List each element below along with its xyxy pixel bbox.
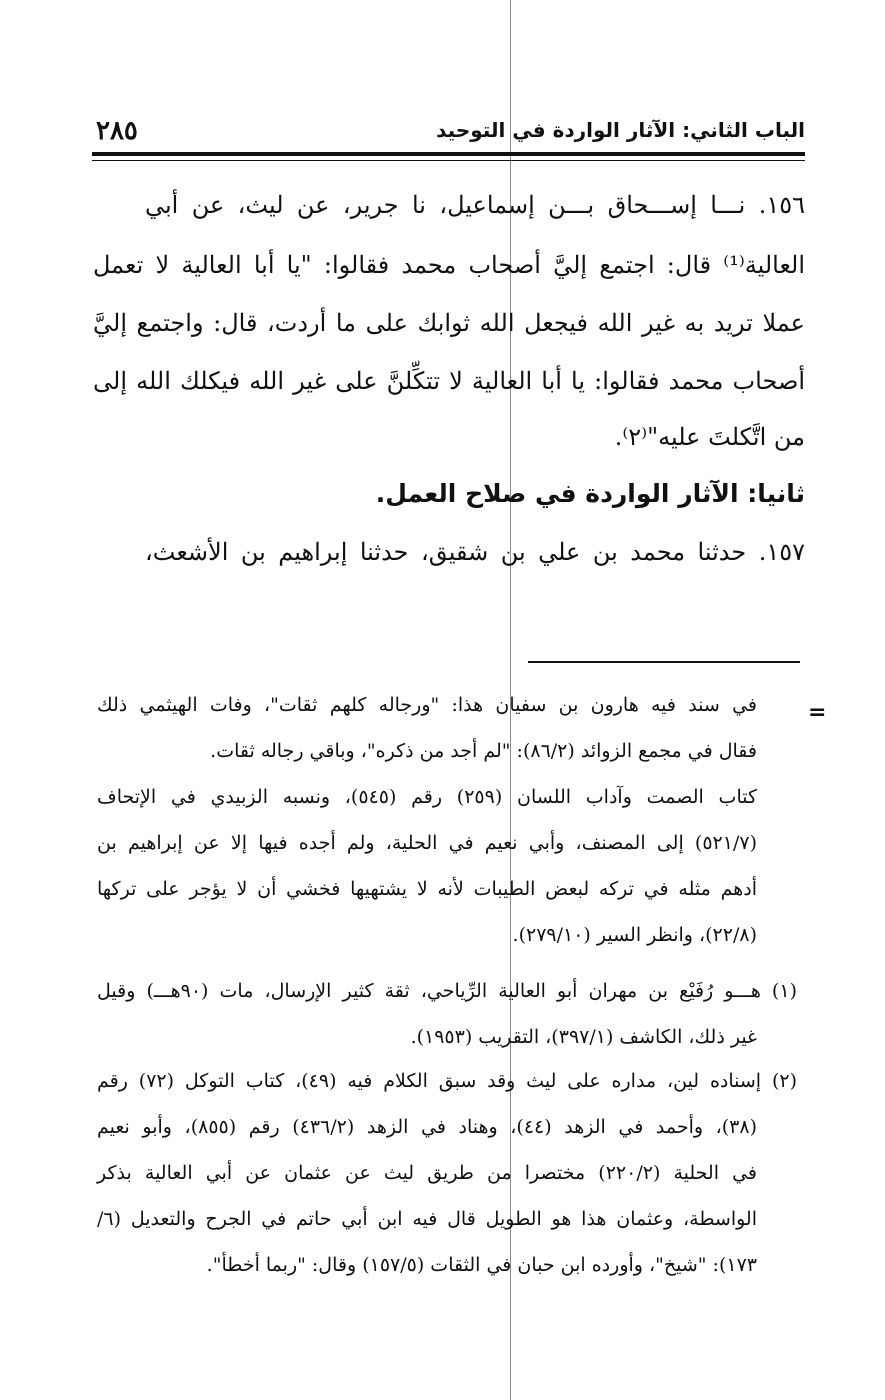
footnote-continuation-marker: = [808, 700, 827, 725]
footnote-cont-line-5: أدهم مثله في تركه لبعض الطيبات لأنه لا يشتهيها فخشي أن لا يؤجر على تركها [97, 878, 757, 900]
header-rule-thin [92, 160, 805, 161]
narration-156-line-3: عملا تريد به غير الله فيجعل الله ثوابك على ما أردت، قال: واجتمع إليَّ [93, 309, 805, 337]
footnote-cont-line-6: (٢٢/٨)، وانظر السير (٢٧٩/١٠). [512, 924, 757, 946]
footnote-cont-line-4: (٥٢١/٧) إلى المصنف، وأبي نعيم في الحلية، ولم أجده فيها إلا عن إبراهيم بن [97, 832, 757, 854]
running-title: الباب الثاني: الآثار الواردة في التوحيد [436, 118, 805, 142]
footnote-1-line-1: (١) هـــو رُفَيْع بن مهران أبو العالية الرِّياحي، ثقة كثير الإرسال، مات (٩٠هـــ) وقيل [97, 980, 797, 1002]
narration-157-line-1: ١٥٧. حدثنا محمد بن علي بن شقيق، حدثنا إبراهيم بن الأشعث، [145, 538, 805, 566]
footnote-separator [528, 661, 800, 663]
narration-156-line-1: ١٥٦. نـــا إســـحاق بـــن إسماعيل، نا جرير، عن ليث، عن أبي [145, 191, 805, 219]
header-rule [92, 152, 805, 156]
footnote-2-line-5: ١٧٣): "شيخ"، وأورده ابن حبان في الثقات (١٥٧/٥) وقال: "ربما أخطأ". [206, 1254, 757, 1276]
narration-156-line-2: العالية⁽¹⁾ قال: اجتمع إليَّ أصحاب محمد فقالوا: "يا أبا العالية لا تعمل [93, 251, 805, 279]
footnote-2-line-4: الواسطة، وعثمان هذا هو الطويل قال فيه ابن أبي حاتم في الجرح والتعديل (٦/ [97, 1208, 757, 1230]
footnote-2-line-2: (٣٨)، وأحمد في الزهد (٤٤)، وهناد في الزهد (٤٣٦/٢) رقم (٨٥٥)، وأبو نعيم [97, 1116, 757, 1138]
footnote-2-line-3: في الحلية (٢٢٠/٢) مختصرا من طريق ليث عن عثمان عن أبي العالية بذكر [97, 1162, 758, 1184]
narration-156-line-5: من اتَّكلتَ عليه"⁽٢⁾. [614, 423, 805, 451]
footnote-1-line-2: غير ذلك، الكاشف (٣٩٧/١)، التقريب (١٩٥٣). [410, 1026, 757, 1048]
footnote-cont-line-1: في سند فيه هارون بن سفيان هذا: "ورجاله كلهم ثقات"، وفات الهيثمي ذلك [97, 694, 757, 716]
page-header [92, 112, 805, 152]
footnote-cont-line-2: فقال في مجمع الزوائد (٨٦/٢): "لم أجد من ذكره"، وباقي رجاله ثقات. [210, 740, 757, 762]
narration-156-line-4: أصحاب محمد فقالوا: يا أبا العالية لا تتكِّلنَّ على غير الله فيكلك الله إلى [93, 367, 805, 395]
footnote-2-line-1: (٢) إسناده لين، مداره على ليث وقد سبق الكلام فيه (٤٩)، كتاب التوكل (٧٢) رقم [97, 1070, 797, 1092]
footnote-cont-line-3: كتاب الصمت وآداب اللسان (٢٥٩) رقم (٥٤٥)، ونسبه الزبيدي في الإتحاف [97, 786, 758, 808]
page-number: ٢٨٥ [96, 116, 138, 146]
section-heading: ثانيا: الآثار الواردة في صلاح العمل. [375, 479, 805, 508]
